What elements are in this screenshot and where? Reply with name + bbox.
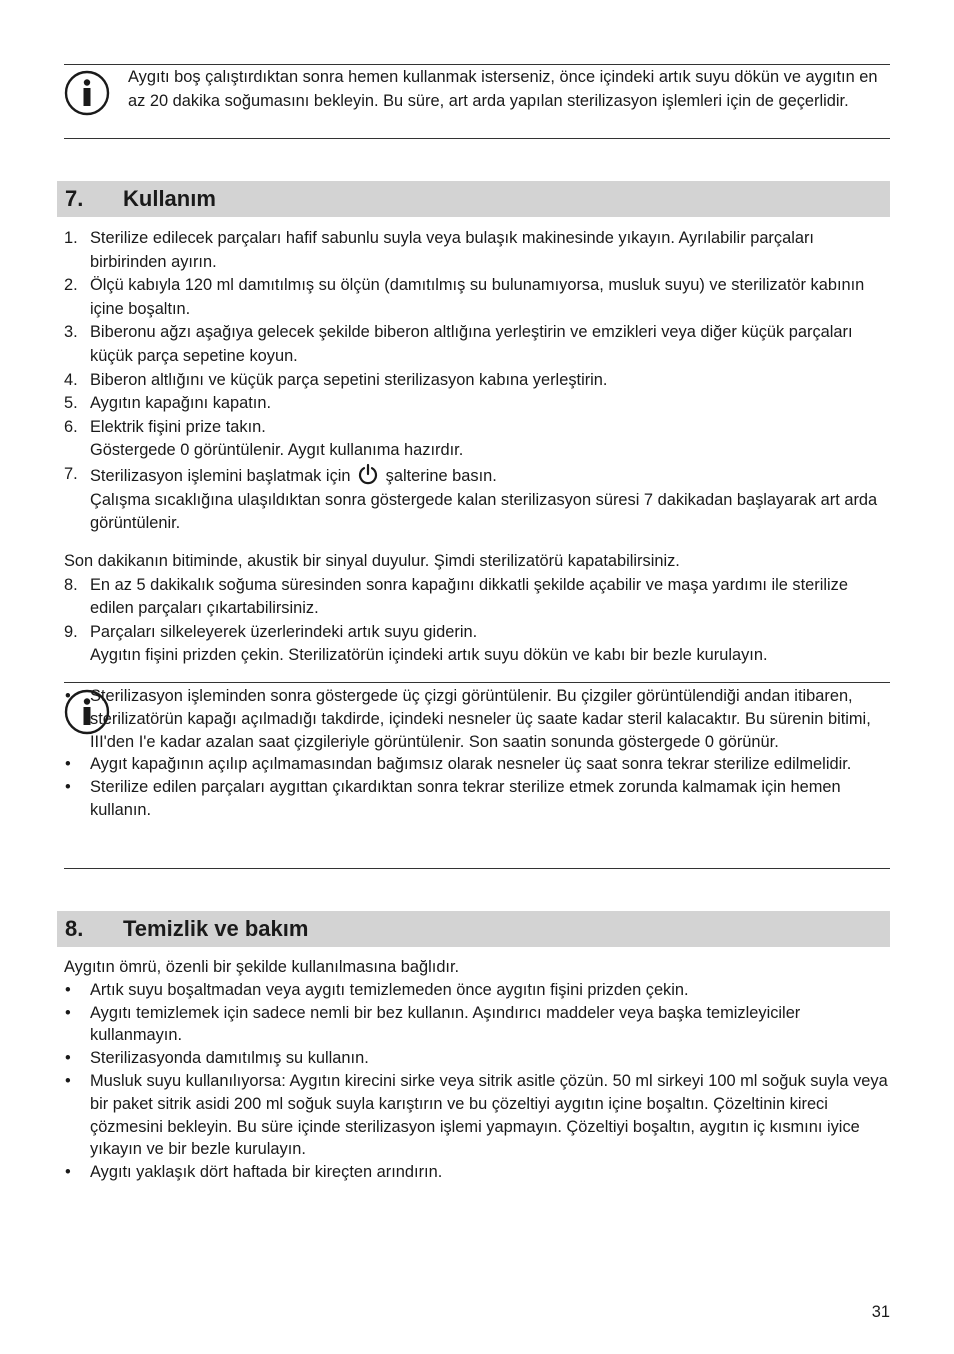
step-item (64, 463, 892, 536)
step-text: şalterine basın. (385, 466, 497, 485)
paragraph: Aygıtın ömrü, özenli bir şekilde kullanılmasına bağlıdır. (64, 958, 460, 976)
step-number: 9. (64, 622, 78, 641)
list-item: • Sterilizasyon işleminden sonra göstergede üç çizgi görüntülenir. Bu çizgiler görüntülendiği andan itibaren, sterilizatörün kapağı açılmadığı takdirde, içindeki nesneler üç saate kadar steril kalacaktır. Bu sürenin bitimi, III'den I'e kadar azalan saat çizgileriyle görüntülenir. Son saatin sonunda göstergede 0 görünür. (64, 685, 890, 753)
page-number: 31 (871, 1303, 890, 1321)
section-number: 8. (65, 916, 84, 941)
step-text: Ölçü kabıyla 120 ml damıtılmış su ölçün (damıtılmış su bulunamıyorsa, musluk suyu) ve sterilizatör kabının içine boşaltın. (90, 276, 865, 318)
list-item: • Sterilize edilen parçaları aygıttan çıkardıktan sonra tekrar sterilize etmek zorunda kalmamak için hemen kullanın. (64, 776, 890, 822)
section-heading-usage (57, 181, 890, 217)
section-title: Kullanım (123, 186, 216, 211)
step-text: Sterilize edilecek parçaları hafif sabunlu suyla veya bulaşık makinesinde yıkayın. Ayrılabilir parçaları birbirinden ayırın. (90, 229, 814, 271)
list-item: • Aygıtı temizlemek için sadece nemli bir bez kullanın. Aşındırıcı maddeler veya başka temizleyiciler kullanmayın. (64, 1002, 892, 1048)
step-text: Sterilizasyon işlemini başlatmak için (90, 466, 351, 485)
step-item (64, 621, 892, 668)
step-text: Aygıtın kapağını kapatın. (90, 394, 272, 413)
step-text: Biberon altlığını ve küçük parça sepetini sterilizasyon kabına yerleştirin. (90, 370, 608, 389)
step-text: Parçaları silkeleyerek üzerlerindeki artık suyu giderin. (90, 622, 478, 641)
step-number: 8. (64, 575, 78, 594)
info-note-text: Aygıtı boş çalıştırdıktan sonra hemen kullanmak isterseniz, önce içindeki artık suyu dökün ve aygıtın en az 20 dakika soğumasını bekleyin. Bu süre, art arda yapılan sterilizasyon işlemleri için de geçerlidir. (128, 68, 878, 110)
list-item: • Aygıtı yaklaşık dört haftada bir kireçten arındırın. (64, 1161, 892, 1184)
step-item (64, 369, 892, 393)
step-number: 4. (64, 370, 78, 389)
step-number: 3. (64, 323, 78, 342)
step-item (64, 274, 892, 321)
list-item: • Artık suyu boşaltmadan veya aygıtı temizlemeden önce aygıtın fişini prizden çekin. (64, 979, 892, 1002)
step-item (64, 416, 892, 463)
cleaning-bullet-list (64, 979, 892, 1184)
info-note-middle (64, 682, 890, 869)
step-item (64, 574, 892, 621)
step-item (64, 392, 892, 416)
step-number: 7. (64, 464, 78, 483)
section-title: Temizlik ve bakım (123, 916, 309, 941)
step-text: En az 5 dakikalık soğuma süresinden sonra kapağını dikkatli şekilde açabilir ve maşa yardımı ile sterilize edilen parçaları çıkartabilirsiniz. (90, 575, 848, 618)
step-continuation: Çalışma sıcaklığına ulaşıldıktan sonra göstergede kalan sterilizasyon süresi 7 dakikadan başlayarak art arda görüntülenir. (90, 490, 878, 533)
step-text: Biberonu ağzı aşağıya gelecek şekilde biberon altlığına yerleştirin ve emzikleri veya diğer küçük parçaları küçük parça sepetine koyun. (90, 323, 853, 365)
section-number: 7. (65, 186, 84, 211)
list-item: • Musluk suyu kullanılıyorsa: Aygıtın kirecini sirke veya sitrik asitle çözün. 50 ml sirkeyi 100 ml soğuk suyla veya bir paket sitrik asidi 200 ml soğuk suyla karıştırın ve bu çözeltiyi aygıtın içine boşaltın. Çözeltinin kireci çözmesini bekleyin. Bu süre içinde sterilizasyon işlemi yapmayın. Çözeltiyi boşaltın, aygıtın iç kısmını iyice yıkayın ve bir bezle kurulayın. (64, 1070, 892, 1161)
power-icon (357, 463, 379, 485)
step-number: 5. (64, 394, 78, 413)
step-continuation: Aygıtın fişini prizden çekin. Sterilizatörün içindeki artık suyu dökün ve kabı bir bezle kurulayın. (90, 646, 768, 665)
step-number: 2. (64, 276, 78, 295)
usage-steps (64, 227, 892, 536)
info-note-top (64, 64, 890, 139)
step-continuation: Göstergede 0 görüntülenir. Aygıt kullanıma hazırdır. (90, 441, 464, 460)
step-text: Elektrik fişini prize takın. (90, 417, 266, 436)
list-item: • Aygıt kapağının açılıp açılmamasından bağımsız olarak nesneler üç saat sonra tekrar sterilize edilmelidir. (64, 753, 890, 776)
cleaning-content (64, 956, 892, 1184)
list-item: • Sterilizasyonda damıtılmış su kullanın. (64, 1047, 892, 1070)
info-bullet-list (64, 683, 890, 822)
step-item (64, 227, 892, 274)
info-icon (64, 70, 110, 116)
step-number: 6. (64, 417, 78, 436)
step-item (64, 321, 892, 368)
paragraph: Son dakikanın bitiminde, akustik bir sinyal duyulur. Şimdi sterilizatörü kapatabilirsiniz. (64, 552, 680, 570)
section-heading-cleaning (57, 911, 890, 947)
usage-paragraph (64, 550, 892, 668)
step-number: 1. (64, 229, 78, 247)
